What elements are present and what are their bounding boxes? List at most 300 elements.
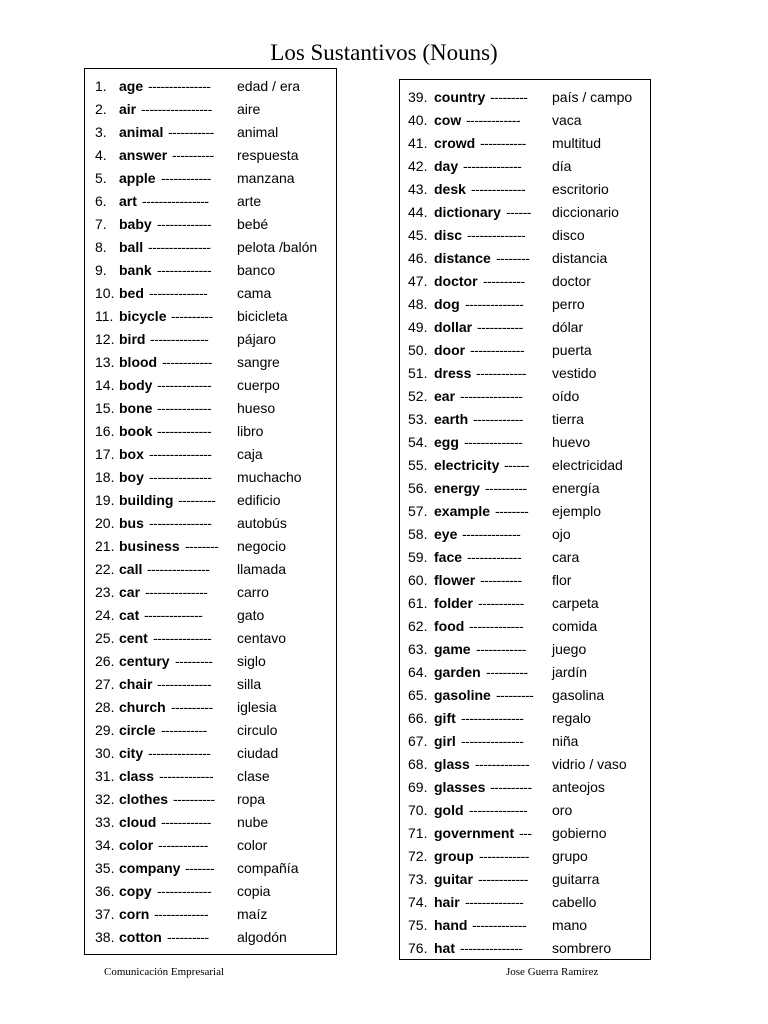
dash-leader: -------------	[157, 377, 212, 393]
dash-leader: -------------	[157, 423, 212, 439]
english-word: baby	[119, 216, 152, 232]
dash-leader: --------	[496, 250, 530, 266]
vocab-number: 5.	[95, 170, 107, 186]
vocab-number: 75.	[408, 917, 428, 933]
dash-leader: -----------	[161, 722, 207, 738]
spanish-translation: vestido	[552, 365, 597, 381]
english-word: egg	[434, 434, 459, 450]
vocab-number: 31.	[95, 768, 115, 784]
english-word: color	[119, 837, 154, 853]
spanish-translation: oro	[552, 802, 573, 818]
vocab-number: 42.	[408, 158, 428, 174]
spanish-translation: caja	[237, 446, 263, 462]
dash-leader: --------------	[149, 285, 208, 301]
page-title: Los Sustantivos (Nouns)	[270, 40, 498, 65]
vocab-number: 40.	[408, 112, 428, 128]
spanish-translation: electricidad	[552, 457, 623, 473]
english-word: eye	[434, 526, 458, 542]
spanish-translation: llamada	[237, 561, 287, 577]
vocab-number: 35.	[95, 860, 115, 876]
vocab-number: 24.	[95, 607, 115, 623]
vocab-number: 67.	[408, 733, 428, 749]
dash-leader: ---------------	[145, 584, 208, 600]
spanish-translation: carro	[237, 584, 269, 600]
spanish-translation: color	[237, 837, 268, 853]
dash-leader: -------------	[467, 549, 522, 565]
english-word: group	[434, 848, 474, 864]
spanish-translation: anteojos	[552, 779, 605, 795]
english-word: bicycle	[119, 308, 167, 324]
vocab-number: 9.	[95, 262, 107, 278]
vocab-number: 3.	[95, 124, 107, 140]
spanish-translation: cama	[237, 285, 272, 301]
english-word: cotton	[119, 929, 162, 945]
spanish-translation: silla	[237, 676, 262, 692]
dash-leader: -------------	[154, 906, 209, 922]
vocab-number: 2.	[95, 101, 107, 117]
dash-leader: --------------	[465, 296, 524, 312]
spanish-translation: regalo	[552, 710, 591, 726]
dash-leader: --------------	[463, 158, 522, 174]
english-word: art	[119, 193, 137, 209]
dash-leader: ----------	[173, 791, 215, 807]
english-word: cow	[434, 112, 462, 128]
vocab-number: 23.	[95, 584, 115, 600]
spanish-translation: autobús	[237, 515, 287, 531]
spanish-translation: día	[552, 158, 572, 174]
dash-leader: ----------	[171, 308, 213, 324]
english-word: animal	[119, 124, 164, 140]
dash-leader: -------------	[157, 400, 212, 416]
dash-leader: -------------	[469, 618, 524, 634]
vocab-number: 48.	[408, 296, 428, 312]
spanish-translation: sangre	[237, 354, 280, 370]
spanish-translation: oído	[552, 388, 580, 404]
english-word: call	[119, 561, 143, 577]
vocab-number: 26.	[95, 653, 115, 669]
vocab-number: 15.	[95, 400, 115, 416]
dash-leader: ----------	[490, 779, 532, 795]
vocab-number: 10.	[95, 285, 115, 301]
dash-leader: -----------	[168, 124, 214, 140]
spanish-translation: libro	[237, 423, 264, 439]
spanish-translation: ropa	[237, 791, 266, 807]
spanish-translation: negocio	[237, 538, 287, 554]
english-word: company	[119, 860, 181, 876]
dash-leader: -----------------	[141, 101, 212, 117]
dash-leader: ------------	[476, 365, 526, 381]
english-word: ball	[119, 239, 144, 255]
english-word: crowd	[434, 135, 476, 151]
dash-leader: ---------	[496, 687, 534, 703]
vocab-number: 45.	[408, 227, 428, 243]
spanish-translation: vaca	[552, 112, 582, 128]
vocab-number: 57.	[408, 503, 428, 519]
vocab-number: 65.	[408, 687, 428, 703]
spanish-translation: grupo	[552, 848, 588, 864]
vocab-number: 29.	[95, 722, 115, 738]
spanish-translation: respuesta	[237, 147, 299, 163]
dash-leader: ---------------	[147, 561, 210, 577]
spanish-translation: diccionario	[552, 204, 619, 220]
dash-leader: --------------	[153, 630, 212, 646]
vocab-number: 6.	[95, 193, 107, 209]
english-word: guitar	[434, 871, 473, 887]
spanish-translation: pájaro	[237, 331, 276, 347]
english-word: gasoline	[434, 687, 491, 703]
english-word: electricity	[434, 457, 500, 473]
english-word: air	[119, 101, 137, 117]
english-word: day	[434, 158, 459, 174]
dash-leader: ---------------	[149, 446, 212, 462]
dash-leader: ------------	[161, 170, 211, 186]
spanish-translation: circulo	[237, 722, 278, 738]
dash-leader: ------------	[473, 411, 523, 427]
dash-leader: --------------	[465, 894, 524, 910]
spanish-translation: compañía	[237, 860, 299, 876]
english-word: face	[434, 549, 463, 565]
spanish-translation: siglo	[237, 653, 266, 669]
english-word: government	[434, 825, 515, 841]
vocab-number: 55.	[408, 457, 428, 473]
footer-course: Comunicación Empresarial	[104, 966, 225, 978]
vocab-number: 38.	[95, 929, 115, 945]
english-word: copy	[119, 883, 152, 899]
dash-leader: --------------	[467, 227, 526, 243]
english-word: building	[119, 492, 174, 508]
dash-leader: ---------------	[149, 515, 212, 531]
vocab-number: 64.	[408, 664, 428, 680]
english-word: dress	[434, 365, 472, 381]
spanish-translation: algodón	[237, 929, 287, 945]
dash-leader: ---------	[175, 653, 213, 669]
dash-leader: ----------	[171, 699, 213, 715]
spanish-translation: guitarra	[552, 871, 600, 887]
dash-leader: ---------------	[460, 388, 523, 404]
dash-leader: -------------	[157, 883, 212, 899]
dash-leader: --------------	[144, 607, 203, 623]
dash-leader: ---------------	[148, 78, 211, 94]
spanish-translation: jardín	[552, 664, 588, 680]
vocab-number: 7.	[95, 216, 107, 232]
dash-leader: ---------	[490, 89, 528, 105]
english-word: food	[434, 618, 465, 634]
english-word: chair	[119, 676, 153, 692]
vocab-number: 43.	[408, 181, 428, 197]
english-word: gift	[434, 710, 456, 726]
spanish-translation: ojo	[552, 526, 571, 542]
dash-leader: ------------	[158, 837, 208, 853]
english-word: doctor	[434, 273, 478, 289]
english-word: girl	[434, 733, 456, 749]
dash-leader: -------------	[157, 676, 212, 692]
vocab-number: 58.	[408, 526, 428, 542]
spanish-translation: país / campo	[552, 89, 633, 105]
spanish-translation: arte	[237, 193, 262, 209]
dash-leader: --------------	[150, 331, 209, 347]
spanish-translation: escritorio	[552, 181, 609, 197]
spanish-translation: perro	[552, 296, 585, 312]
vocab-number: 34.	[95, 837, 115, 853]
dash-leader: -------------	[157, 262, 212, 278]
spanish-translation: multitud	[552, 135, 602, 151]
vocab-number: 63.	[408, 641, 428, 657]
english-word: door	[434, 342, 466, 358]
dash-leader: ------------	[161, 814, 211, 830]
spanish-translation: flor	[552, 572, 572, 588]
vocab-number: 50.	[408, 342, 428, 358]
spanish-translation: gobierno	[552, 825, 607, 841]
vocab-number: 1.	[95, 78, 107, 94]
vocab-number: 72.	[408, 848, 428, 864]
spanish-translation: ciudad	[237, 745, 279, 761]
dash-leader: -------------	[471, 181, 526, 197]
vocab-number: 13.	[95, 354, 115, 370]
vocab-number: 59.	[408, 549, 428, 565]
spanish-translation: comida	[552, 618, 598, 634]
spanish-translation: animal	[237, 124, 279, 140]
spanish-translation: doctor	[552, 273, 591, 289]
dash-leader: -------------	[470, 342, 525, 358]
vocab-number: 53.	[408, 411, 428, 427]
vocab-number: 56.	[408, 480, 428, 496]
english-word: car	[119, 584, 141, 600]
english-word: game	[434, 641, 471, 657]
dash-leader: ------------	[162, 354, 212, 370]
english-word: body	[119, 377, 153, 393]
dash-leader: -----------	[478, 595, 524, 611]
dash-leader: -------------	[472, 917, 527, 933]
spanish-translation: bebé	[237, 216, 269, 232]
right-vocabulary-column	[399, 79, 651, 960]
dash-leader: ------------	[476, 641, 526, 657]
spanish-translation: cara	[552, 549, 580, 565]
vocab-number: 16.	[95, 423, 115, 439]
english-word: blood	[119, 354, 158, 370]
spanish-translation: hueso	[237, 400, 276, 416]
spanish-translation: edificio	[237, 492, 281, 508]
english-word: glass	[434, 756, 470, 772]
english-word: distance	[434, 250, 491, 266]
vocab-number: 32.	[95, 791, 115, 807]
vocab-number: 25.	[95, 630, 115, 646]
vocab-number: 17.	[95, 446, 115, 462]
english-word: hair	[434, 894, 460, 910]
english-word: circle	[119, 722, 156, 738]
english-word: cent	[119, 630, 148, 646]
english-word: age	[119, 78, 144, 94]
dash-leader: ------------	[478, 871, 528, 887]
dash-leader: ----------	[167, 929, 209, 945]
vocab-number: 14.	[95, 377, 115, 393]
english-word: ear	[434, 388, 456, 404]
english-word: boy	[119, 469, 144, 485]
vocab-number: 71.	[408, 825, 428, 841]
english-word: dog	[434, 296, 460, 312]
vocab-number: 22.	[95, 561, 115, 577]
vocab-number: 68.	[408, 756, 428, 772]
dash-leader: -------------	[475, 756, 530, 772]
english-word: bank	[119, 262, 152, 278]
dash-leader: --------------	[464, 434, 523, 450]
spanish-translation: aire	[237, 101, 261, 117]
spanish-translation: niña	[552, 733, 579, 749]
dash-leader: ---	[519, 825, 532, 841]
dash-leader: -------------	[466, 112, 521, 128]
spanish-translation: puerta	[552, 342, 592, 358]
english-word: clothes	[119, 791, 169, 807]
spanish-translation: cuerpo	[237, 377, 280, 393]
dash-leader: ----------	[485, 480, 527, 496]
vocab-number: 8.	[95, 239, 107, 255]
english-word: cloud	[119, 814, 157, 830]
vocab-number: 28.	[95, 699, 115, 715]
english-word: desk	[434, 181, 466, 197]
english-word: dollar	[434, 319, 473, 335]
footer-author: Jose Guerra Ramírez	[506, 966, 599, 978]
spanish-translation: edad / era	[237, 78, 301, 94]
vocab-number: 74.	[408, 894, 428, 910]
dash-leader: -----------	[480, 135, 526, 151]
vocab-number: 27.	[95, 676, 115, 692]
english-word: example	[434, 503, 491, 519]
dash-leader: ---------------	[148, 745, 211, 761]
vocab-number: 33.	[95, 814, 115, 830]
spanish-translation: muchacho	[237, 469, 302, 485]
left-vocabulary-column	[84, 68, 337, 955]
spanish-translation: ejemplo	[552, 503, 602, 519]
dash-leader: ----------	[480, 572, 522, 588]
english-word: glasses	[434, 779, 486, 795]
vocab-number: 66.	[408, 710, 428, 726]
english-word: box	[119, 446, 144, 462]
english-word: answer	[119, 147, 168, 163]
english-word: earth	[434, 411, 469, 427]
dash-leader: -------------	[159, 768, 214, 784]
vocab-number: 19.	[95, 492, 115, 508]
vocab-number: 49.	[408, 319, 428, 335]
dash-leader: ---------------	[149, 469, 212, 485]
english-word: garden	[434, 664, 481, 680]
vocab-number: 46.	[408, 250, 428, 266]
spanish-translation: disco	[552, 227, 585, 243]
english-word: country	[434, 89, 486, 105]
spanish-translation: distancia	[552, 250, 608, 266]
english-word: bus	[119, 515, 144, 531]
english-word: energy	[434, 480, 480, 496]
dash-leader: ---------------	[461, 710, 524, 726]
english-word: hat	[434, 940, 455, 956]
vocab-number: 30.	[95, 745, 115, 761]
spanish-translation: carpeta	[552, 595, 599, 611]
spanish-translation: huevo	[552, 434, 591, 450]
vocab-number: 54.	[408, 434, 428, 450]
dash-leader: ------------	[479, 848, 529, 864]
spanish-translation: gato	[237, 607, 265, 623]
english-word: century	[119, 653, 170, 669]
dash-leader: ---------------	[148, 239, 211, 255]
spanish-translation: pelota /balón	[237, 239, 318, 255]
dash-leader: --------	[185, 538, 219, 554]
english-word: church	[119, 699, 166, 715]
spanish-translation: tierra	[552, 411, 584, 427]
vocab-number: 41.	[408, 135, 428, 151]
english-word: bone	[119, 400, 153, 416]
spanish-translation: energía	[552, 480, 600, 496]
spanish-translation: banco	[237, 262, 276, 278]
dash-leader: ----------------	[142, 193, 209, 209]
english-word: hand	[434, 917, 468, 933]
dash-leader: -------------	[157, 216, 212, 232]
english-word: gold	[434, 802, 464, 818]
spanish-translation: juego	[552, 641, 587, 657]
vocab-number: 18.	[95, 469, 115, 485]
dash-leader: ---------------	[460, 940, 523, 956]
vocab-number: 44.	[408, 204, 428, 220]
dash-leader: --------	[495, 503, 529, 519]
vocab-number: 20.	[95, 515, 115, 531]
vocab-number: 36.	[95, 883, 115, 899]
english-word: business	[119, 538, 180, 554]
spanish-translation: centavo	[237, 630, 287, 646]
spanish-translation: nube	[237, 814, 269, 830]
spanish-translation: gasolina	[552, 687, 605, 703]
spanish-translation: sombrero	[552, 940, 612, 956]
dash-leader: ---------------	[461, 733, 524, 749]
english-word: dictionary	[434, 204, 501, 220]
dash-leader: ------	[504, 457, 529, 473]
english-word: bed	[119, 285, 144, 301]
spanish-translation: copia	[237, 883, 271, 899]
vocab-number: 12.	[95, 331, 115, 347]
dash-leader: ----------	[172, 147, 214, 163]
vocab-number: 52.	[408, 388, 428, 404]
vocab-number: 73.	[408, 871, 428, 887]
english-word: flower	[434, 572, 476, 588]
spanish-translation: maíz	[237, 906, 268, 922]
vocab-number: 60.	[408, 572, 428, 588]
dash-leader: -------	[185, 860, 215, 876]
vocab-number: 47.	[408, 273, 428, 289]
spanish-translation: iglesia	[237, 699, 277, 715]
vocab-number: 51.	[408, 365, 428, 381]
spanish-translation: mano	[552, 917, 588, 933]
dash-leader: --------------	[462, 526, 521, 542]
vocab-number: 61.	[408, 595, 428, 611]
english-word: city	[119, 745, 144, 761]
spanish-translation: dólar	[552, 319, 584, 335]
spanish-translation: manzana	[237, 170, 295, 186]
english-word: folder	[434, 595, 473, 611]
dash-leader: ---------	[178, 492, 216, 508]
dash-leader: --------------	[469, 802, 528, 818]
english-word: disc	[434, 227, 463, 243]
english-word: book	[119, 423, 153, 439]
spanish-translation: cabello	[552, 894, 597, 910]
english-word: class	[119, 768, 155, 784]
english-word: apple	[119, 170, 156, 186]
vocab-number: 4.	[95, 147, 107, 163]
vocab-number: 37.	[95, 906, 115, 922]
vocab-number: 76.	[408, 940, 428, 956]
english-word: cat	[119, 607, 140, 623]
dash-leader: ----------	[483, 273, 525, 289]
spanish-translation: bicicleta	[237, 308, 288, 324]
spanish-translation: clase	[237, 768, 270, 784]
spanish-translation: vidrio / vaso	[552, 756, 627, 772]
vocab-number: 70.	[408, 802, 428, 818]
vocab-number: 21.	[95, 538, 115, 554]
